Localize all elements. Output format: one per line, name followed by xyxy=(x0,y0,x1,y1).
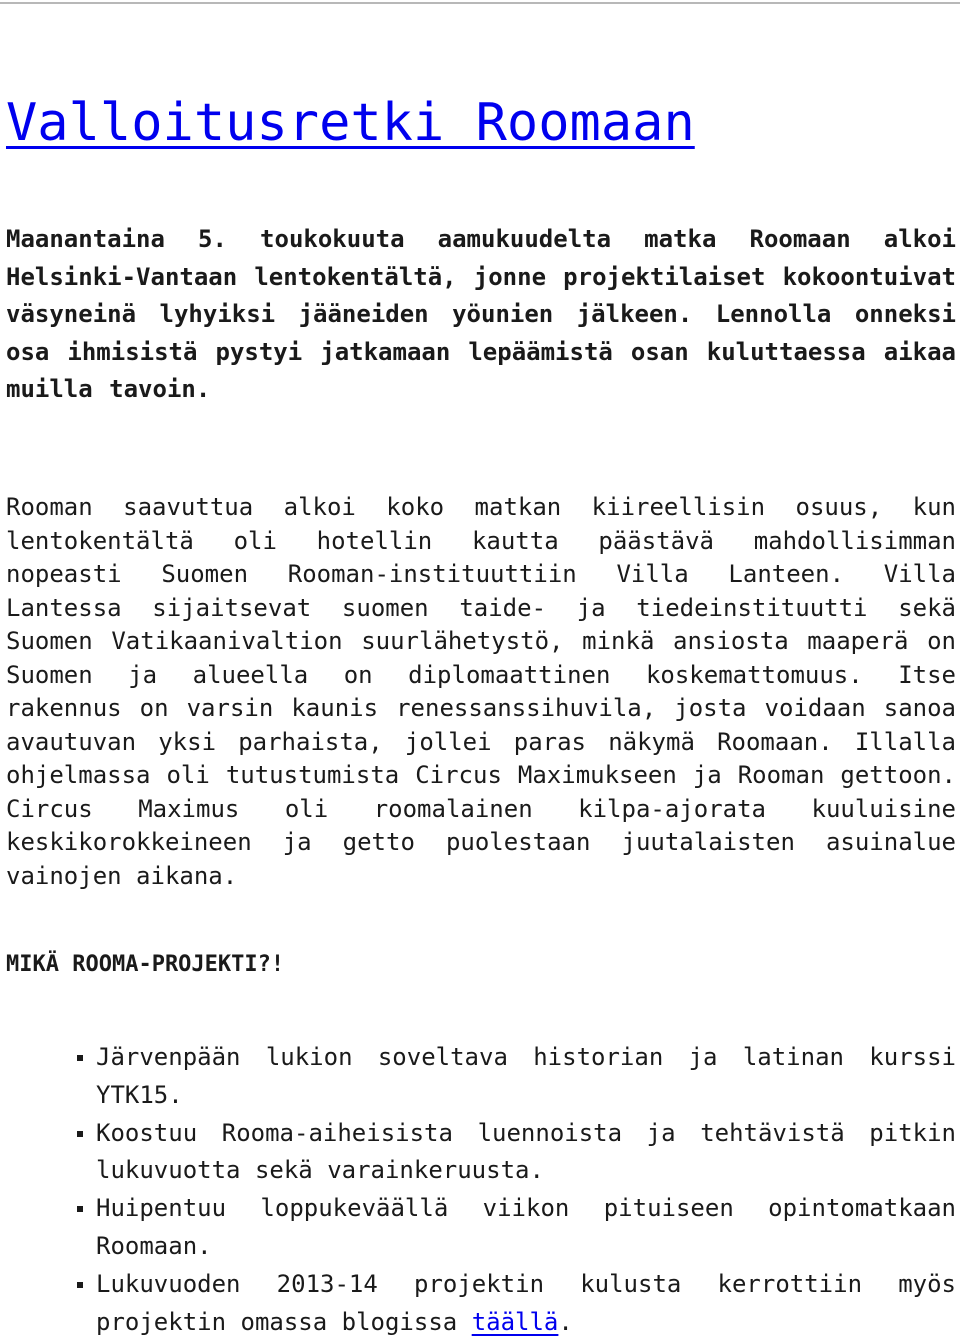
square-bullet-icon xyxy=(77,1206,83,1212)
blog-link[interactable]: täällä xyxy=(471,1307,559,1336)
list-item-text: Lukuvuoden 2013-14 projektin kulusta kerrottiin myös projektin omassa blogissa xyxy=(96,1269,956,1336)
square-bullet-icon xyxy=(77,1131,83,1137)
square-bullet-icon xyxy=(77,1282,83,1288)
intro-paragraph: Maanantaina 5. toukokuuta aamukuudelta matka Roomaan alkoi Helsinki-Vantaan lentokentältä, jonne projektilaiset kokoontuivat väsyneinä lyhyiksi jääneiden yöunien jälkeen. Lennolla onneksi osa ihmisistä pystyi jatkamaan lepäämistä osan kuluttaessa aikaa muilla tavoin. xyxy=(6,225,956,403)
body-paragraph: Rooman saavuttua alkoi koko matkan kiireellisin osuus, kun lentokentältä oli hotellin kautta päästävä mahdollisimman nopeasti Suomen Rooman-instituuttiin Villa Lanteen. Villa Lantessa sijaitsevat suomen taide- ja tiedeinstituutti sekä Suomen Vatikaanivaltion suurlähetystö, minkä ansiosta maaperä on Suomen ja alueella on diplomaattinen koskemattomuus. Itse rakennus on varsin kaunis renessanssihuvila, josta voidaan sanoa avautuvan yksi parhaista, jollei paras näkymä Roomaan. Illalla ohjelmassa oli tutustumista Circus Maximukseen ja Rooman gettoon. Circus Maximus oli roomalainen kilpa-ajorata kuuluisine keskikorokkeineen ja getto puolestaan juutalaisten asuinalue vainojen aikana. xyxy=(6,493,956,890)
list-item xyxy=(0,1190,960,1266)
list-item-text: Järvenpään lukion soveltava historian ja latinan kurssi YTK15. xyxy=(96,1043,956,1109)
article-title[interactable]: Valloitusretki Roomaan xyxy=(6,93,695,153)
section-heading: MIKÄ ROOMA-PROJEKTI?! xyxy=(6,952,285,977)
list-item xyxy=(0,1266,960,1341)
list-item-text: Koostuu Rooma-aiheisista luennoista ja tehtävistä pitkin lukuvuotta sekä varainkeruusta. xyxy=(96,1118,956,1185)
project-info-list xyxy=(0,1039,960,1341)
list-item-text: Huipentuu loppukeväällä viikon pituiseen opintomatkaan Roomaan. xyxy=(96,1194,956,1260)
list-item-suffix: . xyxy=(558,1307,573,1336)
top-divider xyxy=(0,2,960,4)
list-item xyxy=(0,1039,960,1115)
list-item xyxy=(0,1115,960,1191)
square-bullet-icon xyxy=(77,1055,83,1061)
